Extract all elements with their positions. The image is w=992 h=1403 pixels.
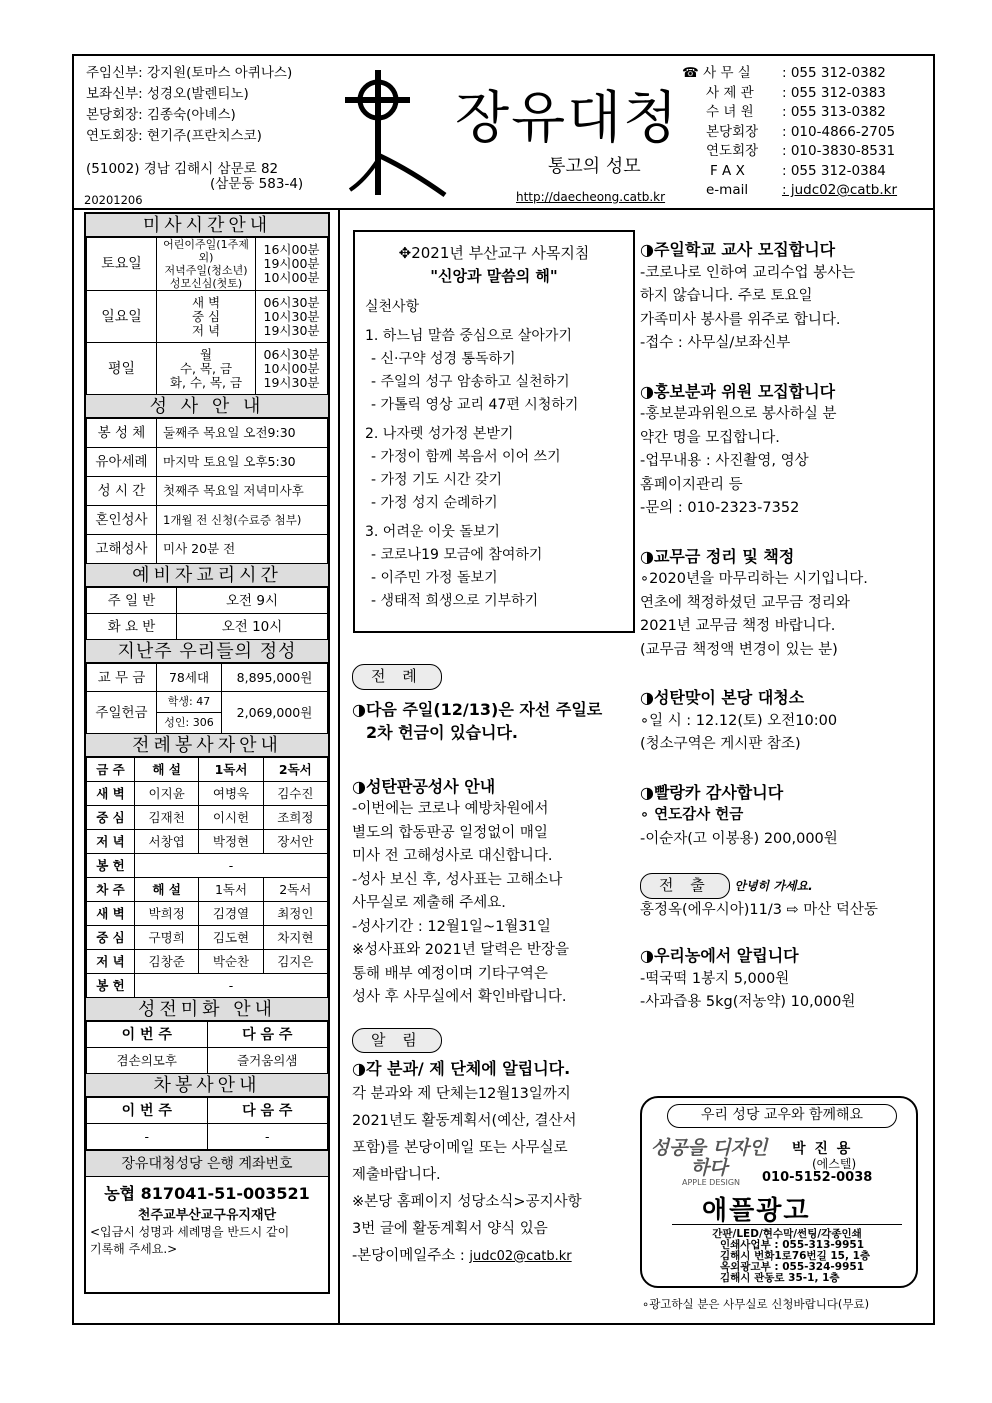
- pastoral-guideline-box: [353, 230, 635, 633]
- tea-service-heading: 차봉사안내: [86, 1074, 328, 1097]
- farm-line: -떡국떡 1봉지 5,000원: [640, 970, 790, 987]
- thanks-line: ∘ 연도감사 헌금: [640, 807, 744, 823]
- address-line-1: (51002) 경남 김해시 삼문로 82: [86, 161, 279, 177]
- offering-table: 교 무 금 78세대 8,895,000원 주일헌금 학생: 47 2,069,000원 성인: 306: [86, 663, 328, 734]
- pastoral-item: - 생태적 희생으로 기부하기: [371, 593, 539, 609]
- website-link[interactable]: http://daecheong.catb.kr: [516, 190, 666, 204]
- bank-owner: 천주교부산교구유지재단: [137, 1208, 277, 1223]
- email-line: -본당이메일주소 : judc02@catb.kr: [352, 1247, 572, 1264]
- pastoral-item: 2. 나자렛 성가정 본받기: [365, 426, 514, 442]
- offering-heading: 지난주 우리들의 정성: [86, 640, 328, 663]
- cleaning-title: ◑성탄맞이 본당 대청소: [640, 688, 805, 707]
- notice-line: ※본당 홈페이지 성당소식>공지사항: [352, 1193, 582, 1210]
- pastoral-item: - 가정 기도 시간 갖기: [371, 472, 503, 488]
- pastoral-item: - 가톨릭 영상 교리 47편 시청하기: [371, 397, 579, 413]
- contact-row: 연도회장 : 010-3830-8531: [706, 143, 896, 159]
- column-divider: [338, 208, 340, 1325]
- ad-name: 박 진 용: [792, 1141, 853, 1157]
- church-title: 장유대청: [455, 86, 680, 151]
- sacrament-table: 봉 성 체 둘째주 목요일 오전9:30 유아세례 마지막 토요일 오후5:30 성 시 간 첫째주 목요일 저녁미사후 혼인성사 1개월 전 신청(수료증 첨부) 고해성사 미사 20분 전: [86, 418, 328, 564]
- notice-line: 3번 글에 활동계획서 양식 있음: [352, 1220, 548, 1237]
- ad-logo: 성공을 디자인하다: [650, 1137, 768, 1179]
- pastoral-item: - 가정 성지 순례하기: [371, 495, 498, 511]
- pastoral-item: - 이주민 가정 돌보기: [371, 570, 498, 586]
- pastoral-item: - 코로나19 모금에 참여하기: [371, 547, 543, 563]
- contact-row: F A X : 055 312-0384: [710, 162, 886, 179]
- thanks-line: -이순자(고 이봉용) 200,000원: [640, 830, 838, 847]
- penance-line: 통해 배부 예정이며 기타구역은: [352, 965, 548, 982]
- penance-line: 별도의 합동판공 일정없이 매일: [352, 824, 548, 841]
- penance-line: -성사기간 : 12월1일~1월31일: [352, 918, 551, 935]
- notice-line: 포함)를 본당이메일 또는 사무실로: [352, 1139, 568, 1156]
- bank-account: 농협 817041-51-003521: [104, 1184, 310, 1203]
- penance-line: -이번에는 코로나 예방차원에서: [352, 801, 549, 817]
- transfer-greeting: 안녕히 가세요.: [734, 879, 813, 893]
- right-column: [640, 238, 878, 1015]
- catechumen-table: 주 일 반 오전 9시 화 요 반 오전 10시: [86, 587, 328, 640]
- penance-line: -성사 보신 후, 성사표는 고해소나: [352, 871, 563, 888]
- ad-baptism-name: (에스텔): [812, 1157, 857, 1171]
- pastoral-title: ✥2021년 부산교구 사목지침: [398, 244, 590, 262]
- pr-line: -문의 : 010-2323-7352: [640, 500, 800, 516]
- pastoral-item: - 주일의 성구 암송하고 실천하기: [371, 374, 570, 390]
- pr-line: 약간 명을 모집합니다.: [640, 429, 780, 446]
- penance-line: ※성사표와 2021년 달력은 반장을: [352, 942, 569, 958]
- penance-line: 사무실로 제출해 주세요.: [352, 895, 506, 911]
- notice-tag: 알 림: [352, 1028, 442, 1054]
- sacrament-heading: 성 사 안 내: [86, 395, 328, 418]
- ad-phone: 010-5152-0038: [762, 1170, 873, 1185]
- contact-row: 수 녀 원 : 055 313-0382: [706, 104, 886, 120]
- teacher-line: -코로나로 인하여 교리수업 봉사는: [640, 264, 856, 281]
- next-sunday-notice-2: 2차 헌금이 있습니다.: [366, 723, 518, 742]
- cleaning-line: ∘일 시 : 12.12(토) 오전10:00: [640, 712, 838, 729]
- bank-note-1: <입금시 성명과 세례명을 반드시 같이: [90, 1225, 290, 1239]
- notice-line: 2021년도 활동계획서(예산, 결산서: [352, 1112, 577, 1129]
- email-link[interactable]: judc02@catb.kr: [469, 1248, 572, 1264]
- contact-row: 본당회장 : 010-4866-2705: [706, 123, 896, 140]
- contact-row: ☎ 사 무 실 : 055 312-0382: [682, 65, 886, 81]
- mass-times-table: 토요일 어린이주일(1주제외) 저녁주일(청소년) 성모신심(첫토) 16시00분 19시00분 10시00분 일요일 새 벽 중 심 저 녁 06시30분 10시30분 19시30분 평일 월 수, 목, 금 화, 수, 목, 금 06시30분 10시00분 19시30분: [86, 237, 328, 395]
- dues-line: 2021년 교무금 책정 바랍니다.: [640, 618, 836, 634]
- pr-line: -홍보분과위원으로 봉사하실 분: [640, 406, 837, 422]
- contact-row: 사 제 관 : 055 312-0383: [706, 84, 886, 101]
- pastoral-item: 3. 어려운 이웃 돌보기: [365, 524, 500, 540]
- cleaning-line: (청소구역은 게시판 참조): [640, 736, 801, 752]
- pr-line: 홈페이지관리 등: [640, 476, 743, 493]
- mass-times-heading: 미사시간안내: [86, 214, 328, 237]
- pastoral-item: - 가정이 함께 복음서 이어 쓰기: [371, 449, 561, 465]
- penance-line: 미사 전 고해성사로 대신합니다.: [352, 848, 553, 864]
- farm-title: ◑우리농에서 알립니다: [640, 946, 799, 965]
- liturgy-this-week-table: 금 주 해 설 1독서 2독서 새 벽 이지윤 여병욱 김수진 중 심 김재천 이시헌 조희정 저 녁 서창엽 박정현 장서안 봉 헌 - 차 주 해 설 1독서 2독서 새 벽 박희정 김경열 최정인 중 심 구명희 김도현 차지현 저 녁 김창준 박순찬 김지은 봉 헌 -: [86, 757, 328, 998]
- address-line-2: (삼문동 583-4): [210, 176, 304, 192]
- ad-logo-sub: APPLE DESIGN: [682, 1178, 741, 1187]
- pr-line: -업무내용 : 사진촬영, 영상: [640, 453, 809, 469]
- left-sidebar: [84, 212, 330, 1294]
- staff-line-3: 본당회장: 김종숙(아녜스): [86, 107, 236, 123]
- ad-note: ∘광고하실 분은 사무실로 신청바랍니다(무료): [642, 1297, 870, 1311]
- church-subtitle: 통고의 성모: [548, 156, 641, 177]
- liturgy-servers-heading: 전례봉사자안내: [86, 734, 328, 757]
- bank-heading: 장유대청성당 은행 계좌번호: [86, 1150, 328, 1177]
- ad-contacts: 인쇄사업부 : 055-313-9951 김해시 번화1로76번길 15, 1층 옥외광고부 : 055-324-9951 김해시 관동로 35-1, 1층: [720, 1239, 871, 1284]
- bank-info: [86, 1177, 328, 1257]
- farm-line: -사과즙용 5kg(저농약) 10,000원: [640, 994, 856, 1010]
- advertisement-box: [640, 1096, 918, 1288]
- diocese-emblem-icon: ✥: [398, 244, 412, 262]
- header-divider: [72, 208, 935, 210]
- staff-line-1: 주임신부: 강지원(토마스 아퀴나스): [86, 65, 293, 81]
- practice-label: 실천사항: [365, 299, 420, 315]
- teacher-title: ◑주일학교 교사 모집합니다: [640, 240, 836, 259]
- notice-title: ◑각 분과/ 제 단체에 알립니다.: [352, 1059, 571, 1078]
- flower-heading: 성전미화 안내: [86, 998, 328, 1021]
- ad-banner: 우리 성당 교우와 함께해요: [667, 1104, 897, 1128]
- ad-company: 애플광고: [702, 1196, 811, 1226]
- bank-note-2: 기록해 주세요.>: [90, 1242, 178, 1256]
- catechumen-heading: 예비자교리시간: [86, 564, 328, 587]
- flower-table: 이 번 주 다 음 주 겸손의모후 즐거움의샘: [86, 1021, 328, 1074]
- staff-line-2: 보좌신부: 성경오(발렌티노): [86, 86, 249, 102]
- contact-list: [682, 64, 897, 201]
- liturgy-tag: 전 례: [352, 664, 442, 690]
- teacher-line: 가족미사 봉사를 위주로 합니다.: [640, 311, 841, 328]
- pastoral-item: - 신·구약 성경 통독하기: [371, 351, 516, 367]
- ad-services: 간판/LED/현수막/썬팅/각종인쇄: [672, 1224, 902, 1241]
- teacher-line: -접수 : 사무실/보좌신부: [640, 335, 791, 351]
- thanks-title: ◑빨랑카 감사합니다: [640, 782, 784, 802]
- dues-line: ∘2020년을 마무리하는 시기입니다.: [640, 571, 868, 587]
- transfer-line: 홍정옥(에우시아)11/3 ⇨ 마산 덕산동: [640, 901, 878, 918]
- middle-column: [352, 664, 602, 1270]
- pr-title: ◑홍보분과 위원 모집합니다: [640, 381, 836, 401]
- notice-line: 각 분과와 제 단체는12월13일까지: [352, 1085, 571, 1102]
- teacher-line: 하지 않습니다. 주로 토요일: [640, 288, 813, 304]
- next-sunday-notice-1: ◑다음 주일(12/13)은 자선 주일로: [352, 699, 603, 719]
- pastoral-motto: "신앙과 말씀의 해": [430, 267, 558, 285]
- dues-line: 연초에 책정하셨던 교무금 정리와: [640, 594, 850, 611]
- staff-line-4: 연도회장: 현기주(프란치스코): [86, 128, 262, 144]
- cross-logo-icon: [340, 60, 450, 200]
- transfer-tag: 전 출: [640, 873, 730, 899]
- penance-line: 성사 후 사무실에서 확인바랍니다.: [352, 989, 567, 1005]
- date-code: 20201206: [84, 193, 143, 207]
- notice-line: 제출바랍니다.: [352, 1166, 441, 1183]
- contact-row: e-mail : judc02@catb.kr: [706, 182, 898, 198]
- penance-title: ◑성탄판공성사 안내: [352, 776, 496, 796]
- dues-title: ◑교무금 정리 및 책정: [640, 546, 795, 566]
- dues-line: (교무금 책정액 변경이 있는 분): [640, 641, 838, 658]
- pastoral-item: 1. 하느님 말씀 중심으로 살아가기: [365, 328, 572, 344]
- tea-service-table: 이 번 주 다 음 주 - -: [86, 1097, 328, 1150]
